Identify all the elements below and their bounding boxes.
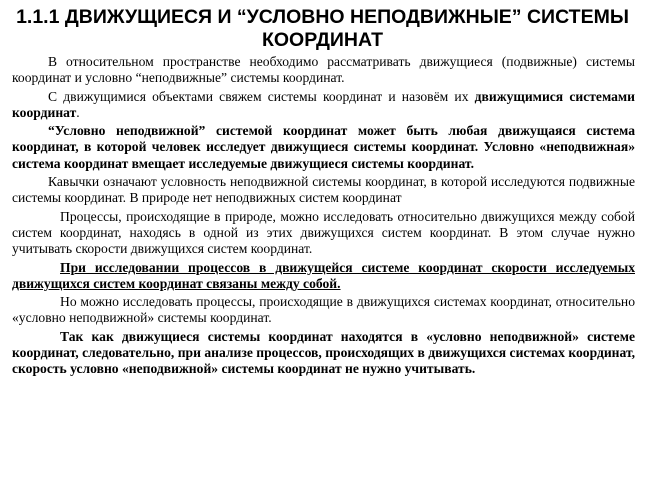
- paragraph-6: При исследовании процессов в движущейся системе координат скорости исследуемых движущихся систем координат связаны между собой.: [12, 259, 635, 291]
- paragraph-8: Так как движущиеся системы координат находятся в «условно неподвижной» системе координат, следовательно, при анализе процессов, происходящих в движущихся системах координат, скорость условно «неподвижной» системы координат не нужно учитывать.: [12, 328, 635, 377]
- section-title-line-2: КООРДИНАТ: [261, 29, 384, 51]
- paragraph-2: [12, 89, 635, 122]
- paragraph-7: Но можно исследовать процессы, происходящие в движущихся системах координат, относительно «условно неподвижной» системы координат.: [12, 294, 635, 326]
- paragraph-3: “Условно неподвижной” системой координат может быть любая движущаяся система координат, в которой человек исследует движущиеся системы координат. Условно «неподвижная» система координат вмещает исследуемые движущиеся системы координат.: [12, 123, 635, 171]
- paragraph-2-bold-term: движущимися системами координат: [12, 88, 636, 120]
- paragraph-5: Процессы, происходящие в природе, можно исследовать относительно движущихся между собой систем координат, находясь в одной из этих движущихся систем координат. В этом случае нужно учитывать скорости движущихся систем координат.: [12, 208, 635, 257]
- paragraph-2-text: С движущимися объектами свяжем системы координат и назовём их: [48, 88, 475, 104]
- paragraph-1: В относительном пространстве необходимо рассматривать движущиеся (подвижные) системы координат и условно “неподвижные” системы координат.: [12, 54, 635, 86]
- section-title-line-1: 1.1.1 ДВИЖУЩИЕСЯ И “УСЛОВНО НЕПОДВИЖНЫЕ” СИСТЕМЫ: [16, 6, 629, 28]
- document-body: [12, 54, 635, 380]
- section-title: [0, 6, 645, 52]
- paragraph-4: Кавычки означают условность неподвижной системы координат, в которой исследуются подвижные системы координат. В природе нет неподвижных систем координат: [12, 174, 635, 206]
- paragraph-2-end: .: [76, 104, 80, 120]
